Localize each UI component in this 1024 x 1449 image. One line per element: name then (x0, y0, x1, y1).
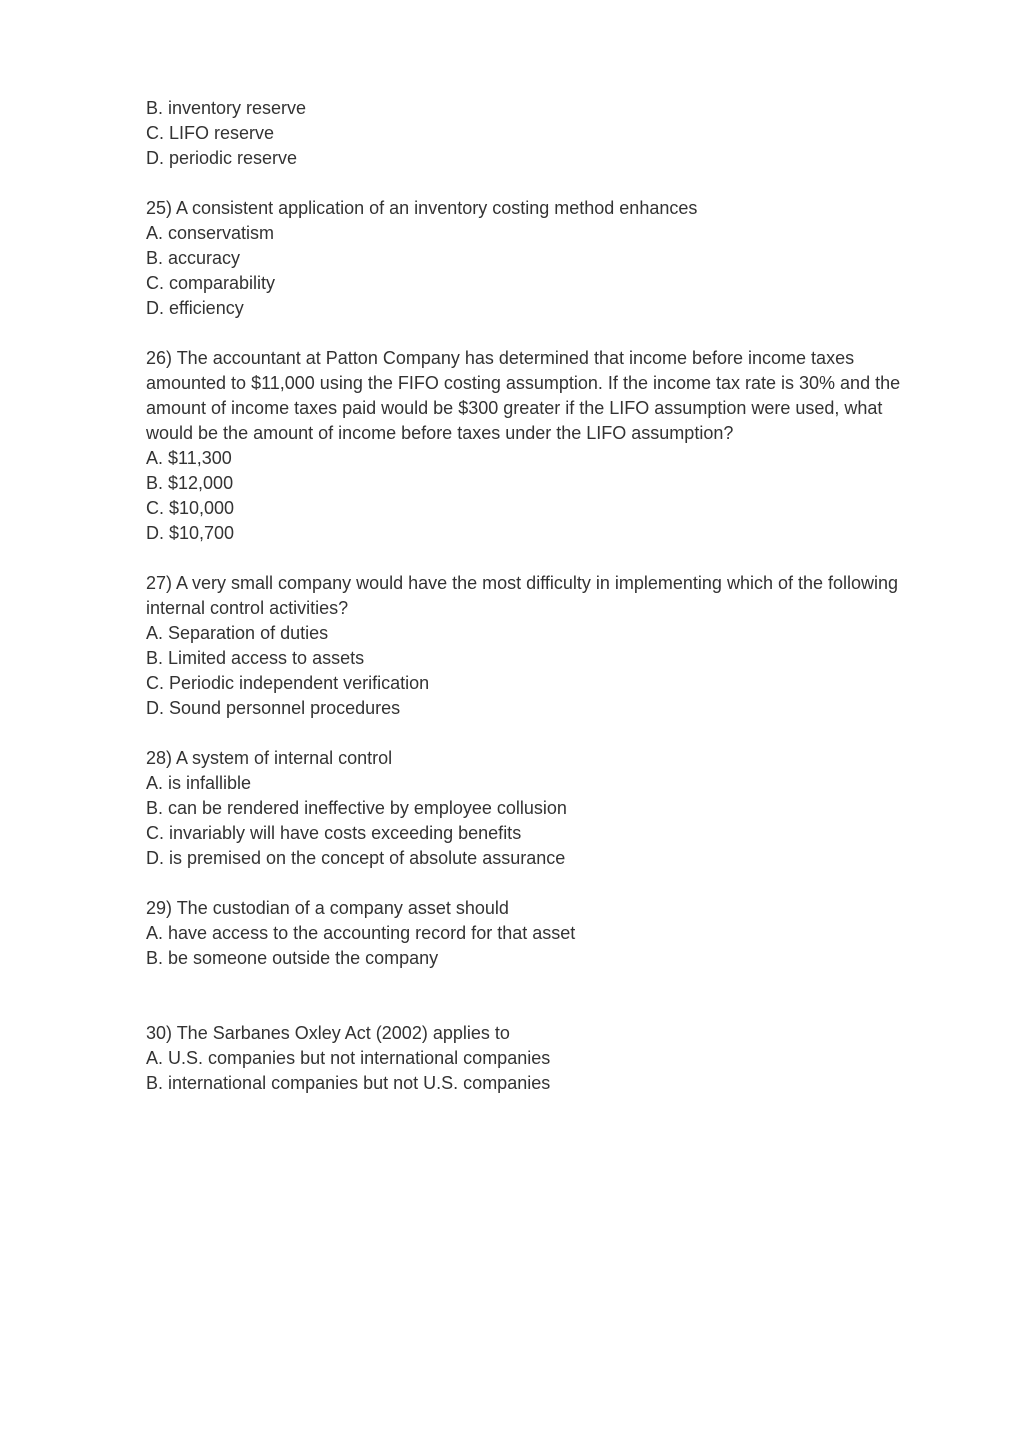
option-item: A. conservatism (146, 223, 275, 243)
question-28 (146, 746, 956, 871)
continued-options (146, 96, 956, 171)
option-item: B. $12,000 (146, 473, 234, 493)
question-text-line: 26) The accountant at Patton Company has determined that income before income taxes (146, 348, 855, 368)
question-text: 25) A consistent application of an inventory costing method enhances (146, 198, 698, 218)
question-text-line: amount of income taxes paid would be $300 greater if the LIFO assumption were used, what (146, 398, 883, 418)
option-item: A. Separation of duties (146, 623, 329, 643)
option-item: B. international companies but not U.S. companies (146, 1073, 551, 1093)
question-30 (146, 1021, 956, 1096)
option-item: D. Sound personnel procedures (146, 698, 401, 718)
question-text: 29) The custodian of a company asset should (146, 898, 509, 918)
page-content (146, 96, 956, 1121)
question-text: 28) A system of internal control (146, 748, 393, 768)
option-item: B. Limited access to assets (146, 648, 365, 668)
question-text: 30) The Sarbanes Oxley Act (2002) applies to (146, 1023, 510, 1043)
option-item: B. be someone outside the company (146, 948, 439, 968)
option-item: C. LIFO reserve (146, 123, 275, 143)
option-item: A. is infallible (146, 773, 252, 793)
option-item: D. $10,700 (146, 523, 235, 543)
option-item: A. have access to the accounting record for that asset (146, 923, 576, 943)
option-item: C. $10,000 (146, 498, 235, 518)
option-item: B. accuracy (146, 248, 241, 268)
question-29 (146, 896, 956, 971)
question-text-line: amounted to $11,000 using the FIFO costing assumption. If the income tax rate is 30% and the (146, 373, 901, 393)
question-26 (146, 346, 956, 546)
option-item: B. inventory reserve (146, 98, 307, 118)
option-item: A. U.S. companies but not international companies (146, 1048, 551, 1068)
option-item: C. comparability (146, 273, 276, 293)
option-item: A. $11,300 (146, 448, 232, 468)
option-item: C. invariably will have costs exceeding benefits (146, 823, 522, 843)
option-item: C. Periodic independent verification (146, 673, 430, 693)
option-item: D. is premised on the concept of absolute assurance (146, 848, 566, 868)
question-27 (146, 571, 956, 721)
option-item: D. periodic reserve (146, 148, 298, 168)
option-item: D. efficiency (146, 298, 244, 318)
question-text-line: 27) A very small company would have the most difficulty in implementing which of the following (146, 573, 899, 593)
option-item: B. can be rendered ineffective by employee collusion (146, 798, 567, 818)
question-25 (146, 196, 956, 321)
question-text-line: would be the amount of income before taxes under the LIFO assumption? (146, 423, 734, 443)
question-text-line: internal control activities? (146, 598, 349, 618)
